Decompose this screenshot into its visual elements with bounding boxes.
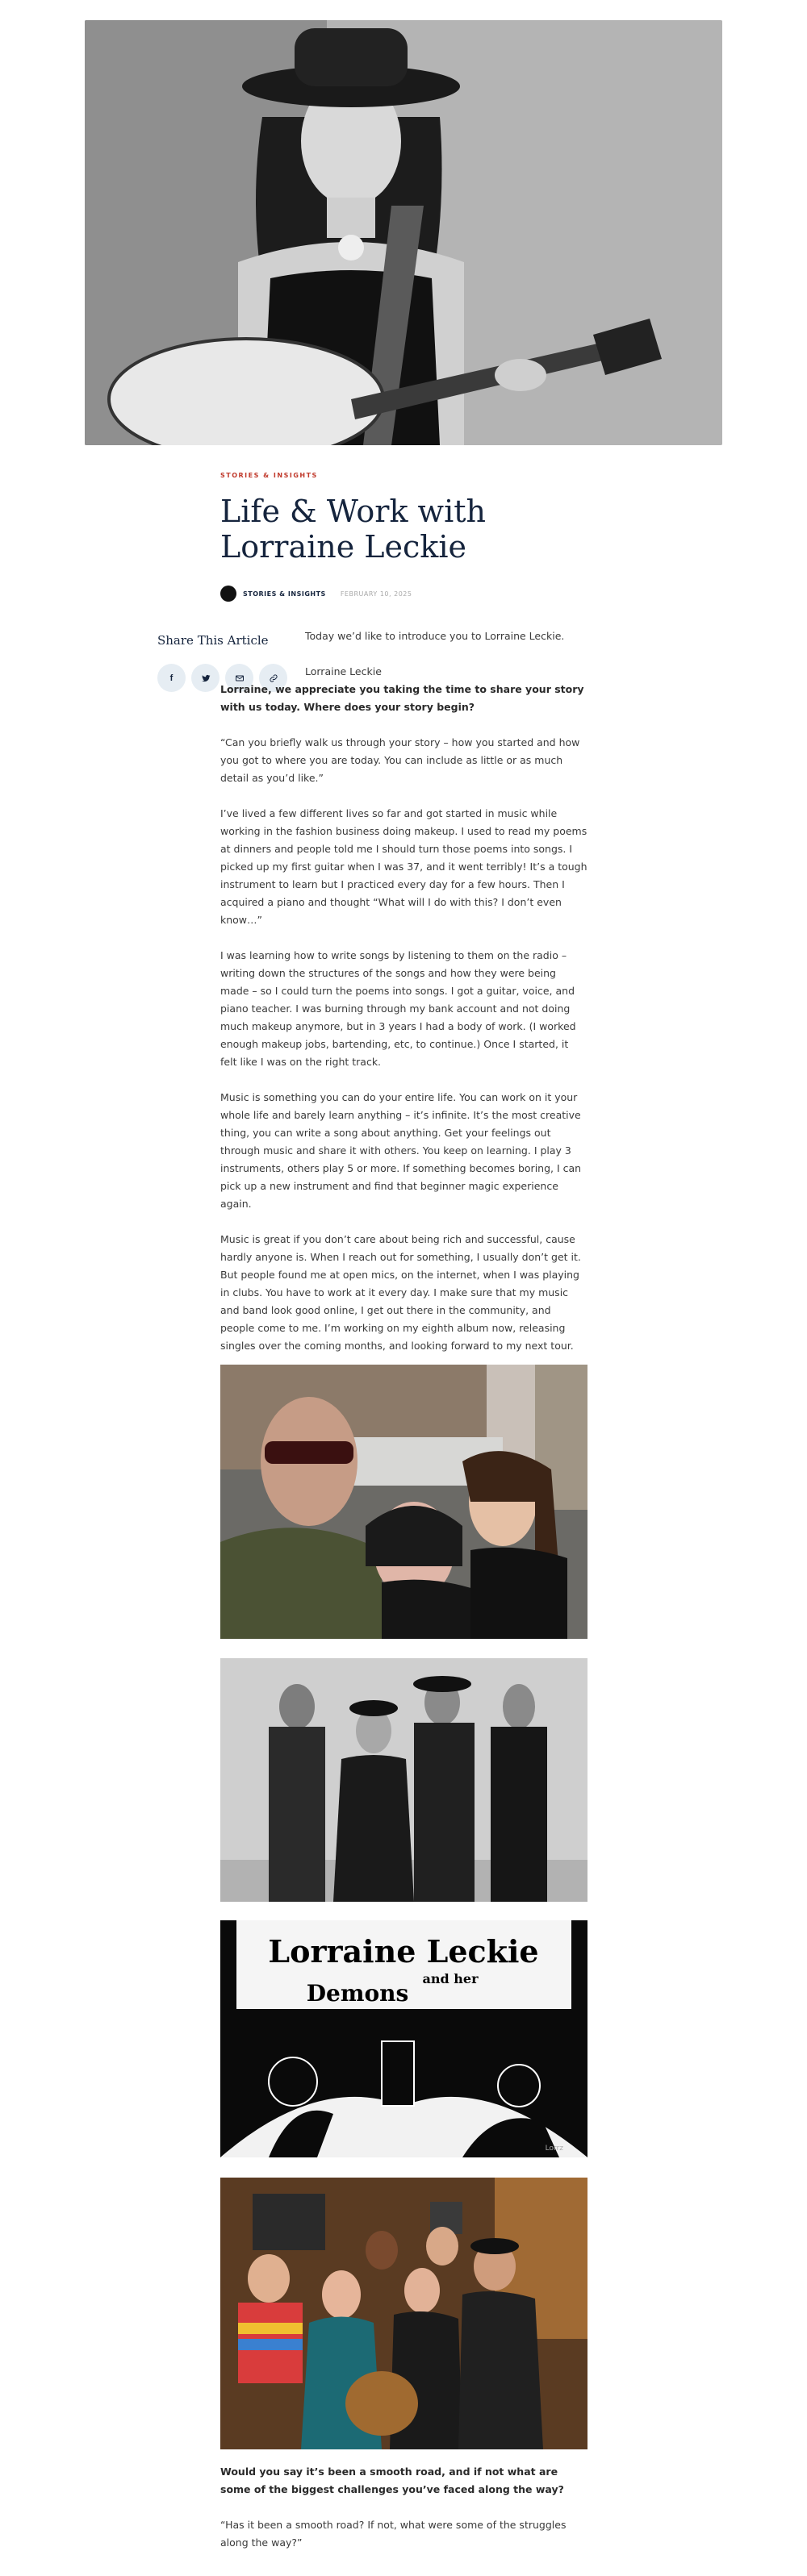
post-date: FEBRUARY 10, 2025 [340,590,412,598]
article-closing [220,2463,587,2570]
post-meta [220,586,412,602]
selfie-illustration [220,1365,587,1639]
post-category[interactable]: STORIES & INSIGHTS [220,472,318,479]
portrait-illustration [85,20,722,445]
photo-band-portrait [220,1658,587,1902]
author-avatar[interactable] [220,586,236,602]
photo-group-indoor [220,2178,587,2449]
paragraph-5: Music is great if you don’t care about being rich and successful, cause hardly anyone is. When I reach out for something, I usually don’t get it. But people found me at open mics, on the internet, when I was playing in clubs. You have to work at it every day. I make sure that my music and band look good online, I get out there in the community, and people come to me. I’m working on my eighth album now, releasing singles over the coming months, and looking forward to my next tour. [220,1233,581,1352]
paragraph-6: “Has it been a smooth road? If not, what were some of the struggles along the way?” [220,2519,567,2549]
share-title: Share This Article [157,633,269,648]
poster-signature: Lorrz [545,2145,563,2153]
poster-illustration [220,1920,587,2157]
paragraph-3: I was learning how to write songs by listening to them on the radio – writing down the structures of the songs and how they were being made – so I could turn the poems into songs. I got a guitar, voice, and piano teacher. I was burning through my bank account and not doing much makeup anymore, but in 3 years I had a body of work. (I worked enough makeup jobs, bartending, etc, to continue.) Once I started, it felt like I was on the right track. [220,949,576,1068]
photo-street-selfie [220,1365,587,1639]
band-illustration [220,1658,587,1902]
paragraph-1: “Can you briefly walk us through your story – how you started and how you got to where you are today. You can include as little or as much detail as you’d like.” [220,736,580,784]
article-body [220,627,587,1373]
share-facebook-button[interactable] [157,664,186,692]
poster-band-name: Demons [306,1980,409,2007]
twitter-icon [201,673,211,683]
article-intro: Today we’d like to introduce you to Lorraine Leckie. [305,630,565,642]
hero-image [85,20,722,445]
poster-title: Lorraine Leckie [268,1933,539,1970]
share-twitter-button[interactable] [191,664,220,692]
group-illustration [220,2178,587,2449]
poster-subtitle: and her [422,1971,479,1986]
facebook-icon: f [169,673,174,683]
photo-demons-poster [220,1920,587,2157]
question-2: Would you say it’s been a smooth road, and if not what are some of the biggest challenges you’ve faced along the way? [220,2466,564,2495]
post-author[interactable]: STORIES & INSIGHTS [243,590,326,598]
article-name: Lorraine Leckie [305,665,382,677]
post-title: Life & Work with Lorraine Leckie [220,494,486,565]
paragraph-2: I’ve lived a few different lives so far and got started in music while working in the fashion business doing makeup. I used to read my poems at dinners and people told me I should turn those poems into songs. I picked up my first guitar when I was 37, and it went terribly! It’s a tough instrument to learn but I practiced every day for a few hours. Then I acquired a piano and thought “What will I do with this? I don’t even know…” [220,807,587,926]
paragraph-4: Music is something you can do your entire life. You can work on it your whole life and barely learn anything – it’s infinite. It’s the most creative thing, you can write a song about anything. Get your feelings out through music and share it with others. You keep on learning. I play 3 instruments, others play 5 or more. If something becomes boring, I can pick up a new instrument and find that beginner magic experience again. [220,1091,582,1210]
question-1: Lorraine, we appreciate you taking the time to share your story with us today. Where does your story begin? [220,683,584,713]
